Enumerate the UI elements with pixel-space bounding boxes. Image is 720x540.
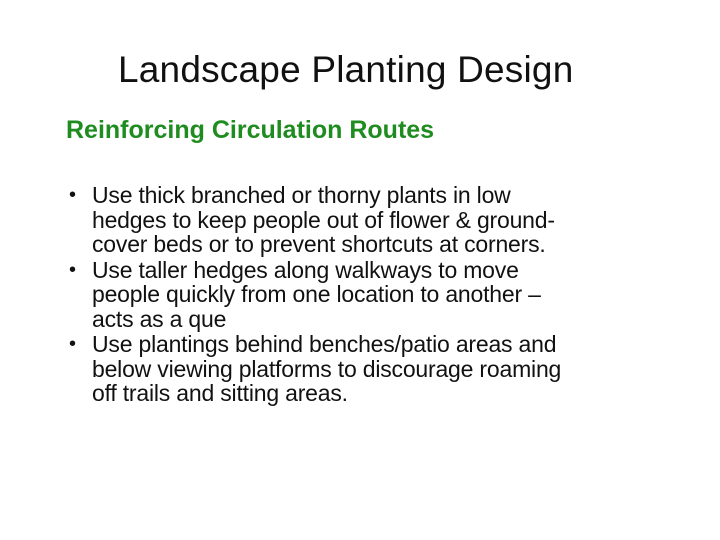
bullet-item-2 (66, 258, 666, 332)
bullet-line: Use taller hedges along walkways to move (92, 256, 519, 283)
bullet-line: Use plantings behind benches/patio areas and (92, 331, 557, 357)
slide-title: Landscape Planting Design (118, 49, 574, 90)
bullet-line: off trails and sitting areas. (92, 380, 348, 406)
bullet-item-1 (66, 183, 666, 257)
bullet-line: below viewing platforms to discourage roaming (92, 355, 562, 382)
bullet-icon: • (69, 258, 76, 281)
bullet-line: hedges to keep people out of flower & ground- (92, 206, 555, 233)
bullet-line: Use thick branched or thorny plants in low (92, 182, 511, 208)
bullet-item-3 (66, 332, 666, 406)
bullet-icon: • (69, 333, 76, 355)
slide-subtitle: Reinforcing Circulation Routes (66, 116, 435, 144)
bullet-line: cover beds or to prevent shortcuts at corners. (92, 231, 546, 257)
bullet-icon: • (69, 184, 76, 206)
bullet-line: people quickly from one location to another – (92, 281, 541, 307)
bullet-line: acts as a que (92, 305, 227, 332)
bullet-list (66, 183, 666, 407)
